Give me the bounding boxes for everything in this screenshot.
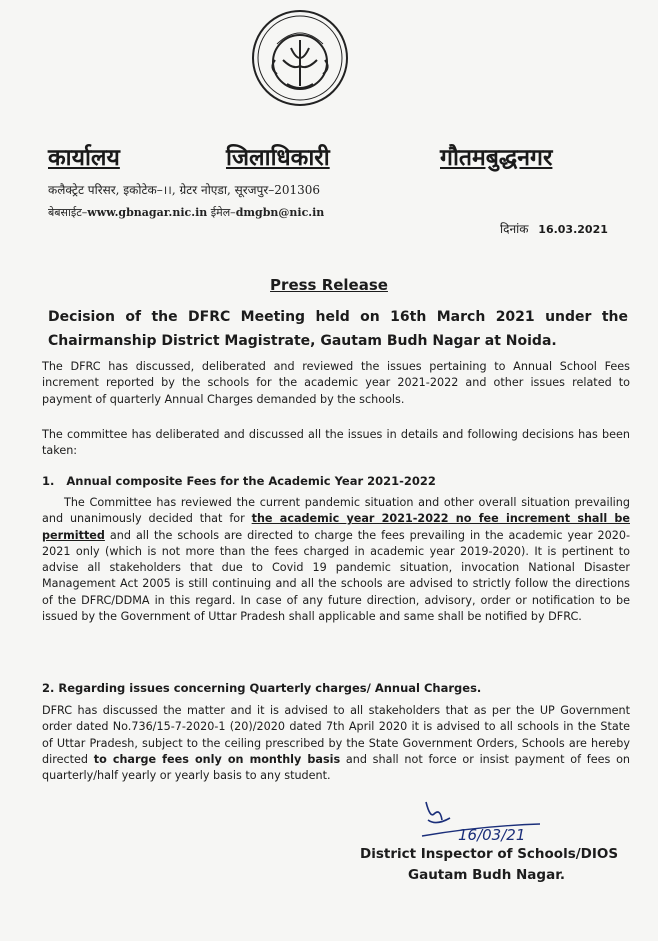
section-2-paragraph (42, 703, 630, 784)
office-word-district: गौतमबुद्धनगर (440, 144, 553, 171)
section-1-heading (42, 474, 436, 488)
section-1-title: Annual composite Fees for the Academic Year 2021-2022 (66, 474, 436, 488)
office-word-jiladhikari: जिलाधिकारी (226, 144, 330, 171)
section-1-text-b: and all the schools are directed to charge the fees prevailing in the academic year 2020-2021 only (which is not more than the fees charged in academic year 2019-2020). It is pertinent to advise all stakeholders that due to Covid 19 pandemic situation, invocation National Disaster Management Act 2005 is still continuing and all the schools are advised to strictly follow the directions of the DFRC/DDMA in this regard. In case of any future direction, advisory, order or notification to be issued by the Government of Uttar Pradesh shall applicable and same shall be notified by DFRC. (42, 528, 630, 624)
section-2-text-b: and shall not force or insist payment of fees on quarterly/half yearly or yearly basis to any student. (42, 752, 631, 783)
section-2-heading: 2. Regarding issues concerning Quarterly charges/ Annual Charges. (42, 681, 482, 695)
section-1-text-a: The Committee has reviewed the current pandemic situation and other overall situation prevailing and unanimously decided that for (42, 496, 630, 526)
section-2-emphasis: to charge fees only on monthly basis (93, 752, 341, 766)
section-1-paragraph (42, 495, 630, 625)
press-release-heading: Decision of the DFRC Meeting held on 16th March 2021 under the Chairmanship District Magistrate, Gautam Budh Nagar at Noida. (48, 309, 628, 349)
email-link[interactable]: dmgbn@nic.in (235, 206, 325, 219)
office-header (48, 140, 588, 174)
date-label: दिनांक (500, 222, 529, 236)
up-government-emblem-icon (247, 8, 353, 108)
handwritten-date: 16/03/21 (458, 826, 526, 844)
website-link[interactable]: www.gbnagar.nic.in (87, 206, 208, 219)
committee-paragraph: The committee has deliberated and discussed all the issues in details and following decisions has been taken: (42, 428, 630, 458)
date-value: 16.03.2021 (538, 223, 608, 236)
press-release-title: Press Release (270, 276, 388, 294)
section-1-number: 1. (42, 474, 55, 488)
office-word-karyalay: कार्यालय (48, 144, 120, 171)
office-contact (48, 205, 324, 220)
office-address: कलैक्ट्रेट परिसर, इकोटेक–।।, ग्रेटर नोएडा, सूरजपुर–201306 (48, 183, 321, 197)
signatory-designation: District Inspector of Schools/DIOS (360, 846, 619, 862)
section-1-emphasis: the academic year 2021-2022 no fee increment shall be permitted (42, 512, 630, 542)
section-2-text-a: DFRC has discussed the matter and it is advised to all stakeholders that as per the UP Government order dated No.736/15-7-2020-1 (20)/2020 dated 7th April 2020 it is advised to all schools in the State of Uttar Pradesh, subject to the ceiling prescribed by the State Government Orders, Schools are hereby directed (42, 704, 630, 766)
website-label: बेबसाईट– (48, 206, 88, 219)
intro-paragraph: The DFRC has discussed, deliberated and reviewed the issues pertaining to Annual School Fees increment reported by the schools for the academic year 2021-2022 and other issues related to payment of quarterly Annual Charges demanded by the schools. (42, 360, 630, 406)
signatory-location: Gautam Budh Nagar. (408, 867, 566, 883)
email-label: ईमेल– (210, 206, 236, 219)
date-line (500, 220, 608, 237)
